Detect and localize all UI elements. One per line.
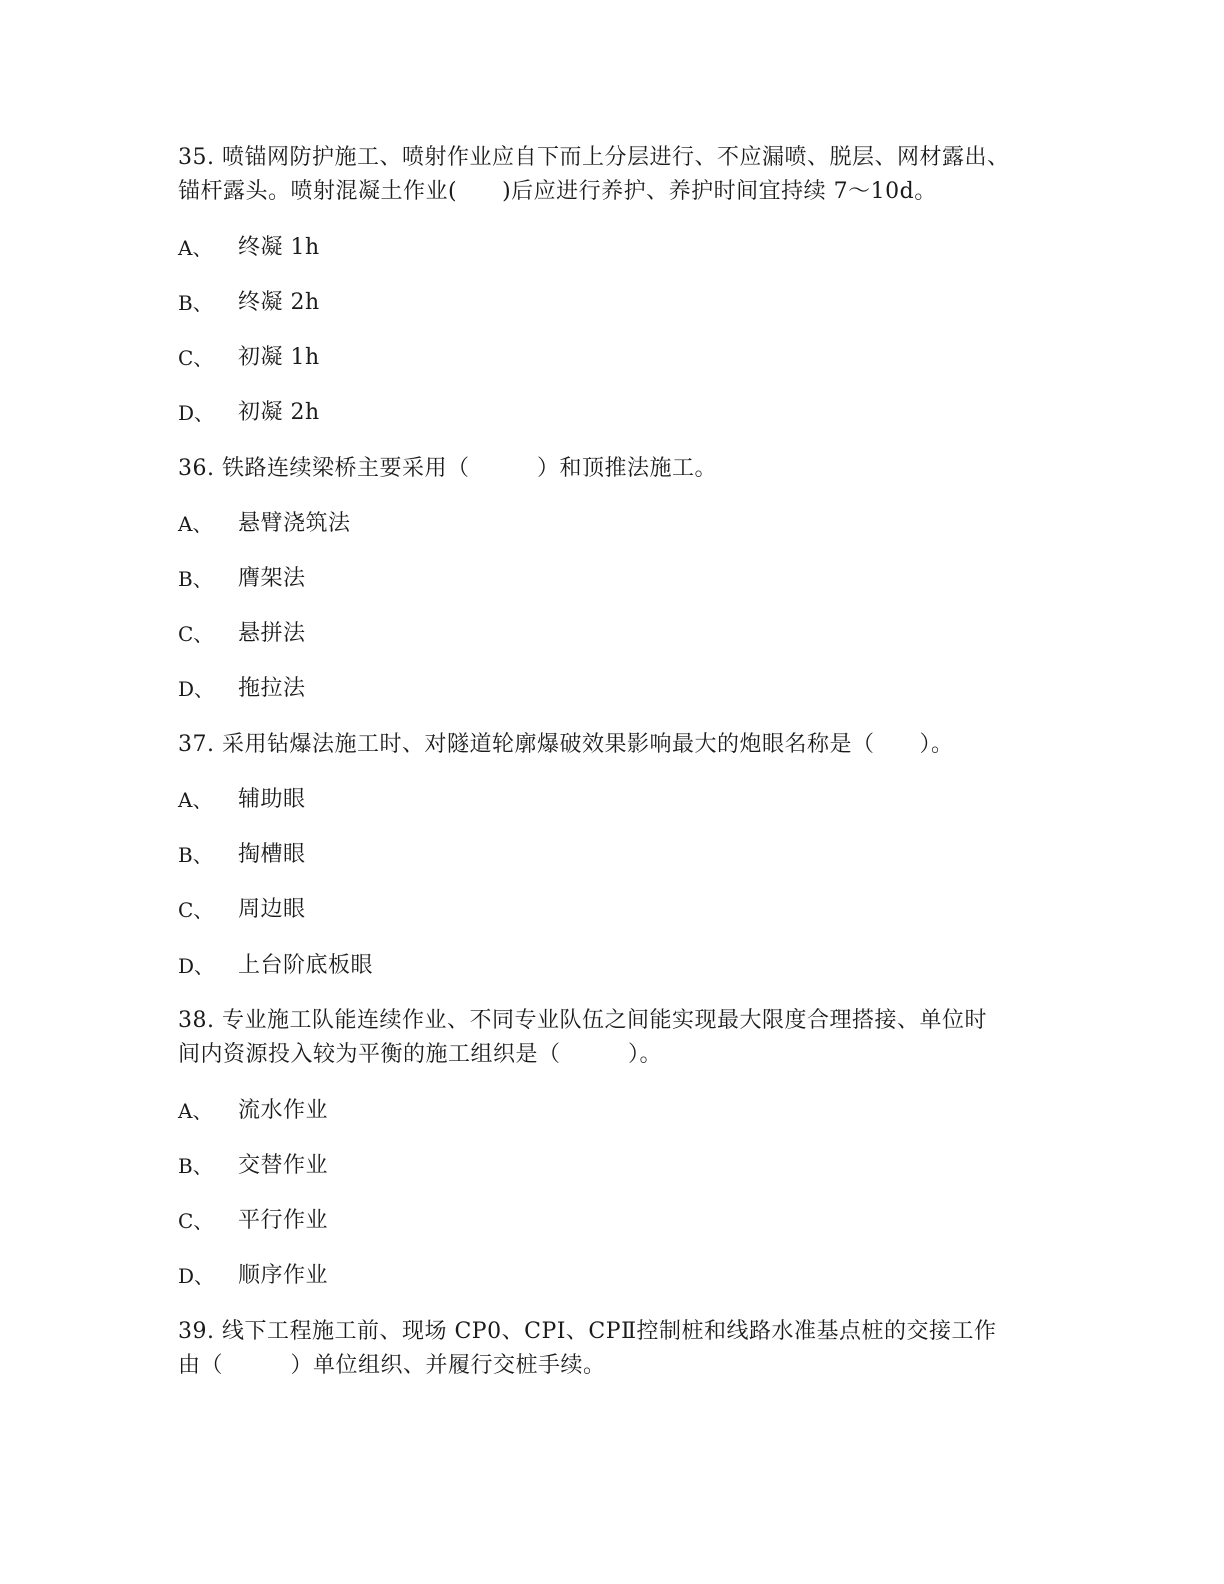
question-38-line-2: 间内资源投入较为平衡的施工组织是（ ）。 [178,1042,663,1067]
q36-option-c-letter: C、 [178,622,214,646]
q38-option-c-text: 平行作业 [238,1208,329,1233]
question-39-line-1: 39. 线下工程施工前、现场 CP0、CPⅠ、CPⅡ控制桩和线路水准基点桩的交接工作 [178,1319,997,1344]
q36-option-d-text: 拖拉法 [238,676,306,701]
q37-option-c-text: 周边眼 [238,897,306,922]
q36-option-a-letter: A、 [178,512,213,536]
q38-option-a-letter: A、 [178,1099,213,1123]
q36-option-b-letter: B、 [178,567,213,591]
q37-option-b-text: 掏槽眼 [238,842,306,867]
question-39-line-2: 由（ ）单位组织、并履行交桩手续。 [178,1353,606,1378]
q35-option-b-letter: B、 [178,291,213,315]
q37-option-b-letter: B、 [178,843,213,867]
q35-option-d-letter: D、 [178,401,215,425]
q37-option-a-text: 辅助眼 [238,787,306,812]
q38-option-b-text: 交替作业 [238,1153,329,1178]
question-37-line-1: 37. 采用钻爆法施工时、对隧道轮廓爆破效果影响最大的炮眼名称是（ ）。 [178,732,954,757]
q35-option-d-text: 初凝 2h [238,400,320,425]
question-35-line-2: 锚杆露头。喷射混凝土作业( )后应进行养护、养护时间宜持续 7～10d。 [178,179,937,204]
q37-option-d-text: 上台阶底板眼 [238,953,374,978]
question-36-line-1: 36. 铁路连续梁桥主要采用（ ）和顶推法施工。 [178,456,717,481]
q38-option-d-text: 顺序作业 [238,1263,329,1288]
q36-option-d-letter: D、 [178,677,215,701]
q38-option-d-letter: D、 [178,1264,215,1288]
q36-option-c-text: 悬拼法 [238,621,306,646]
question-38-line-1: 38. 专业施工队能连续作业、不同专业队伍之间能实现最大限度合理搭接、单位时 [178,1008,987,1033]
question-35-line-1: 35. 喷锚网防护施工、喷射作业应自下而上分层进行、不应漏喷、脱层、网材露出、 [178,145,1010,170]
q38-option-c-letter: C、 [178,1209,214,1233]
q35-option-c-text: 初凝 1h [238,345,320,370]
q35-option-c-letter: C、 [178,346,214,370]
q35-option-a-letter: A、 [178,236,213,260]
q36-option-a-text: 悬臂浇筑法 [238,511,351,536]
q35-option-a-text: 终凝 1h [238,235,320,260]
q37-option-d-letter: D、 [178,954,215,978]
q37-option-a-letter: A、 [178,788,213,812]
q37-option-c-letter: C、 [178,898,214,922]
q38-option-b-letter: B、 [178,1154,213,1178]
q38-option-a-text: 流水作业 [238,1098,329,1123]
q36-option-b-text: 膺架法 [238,566,306,591]
q35-option-b-text: 终凝 2h [238,290,320,315]
